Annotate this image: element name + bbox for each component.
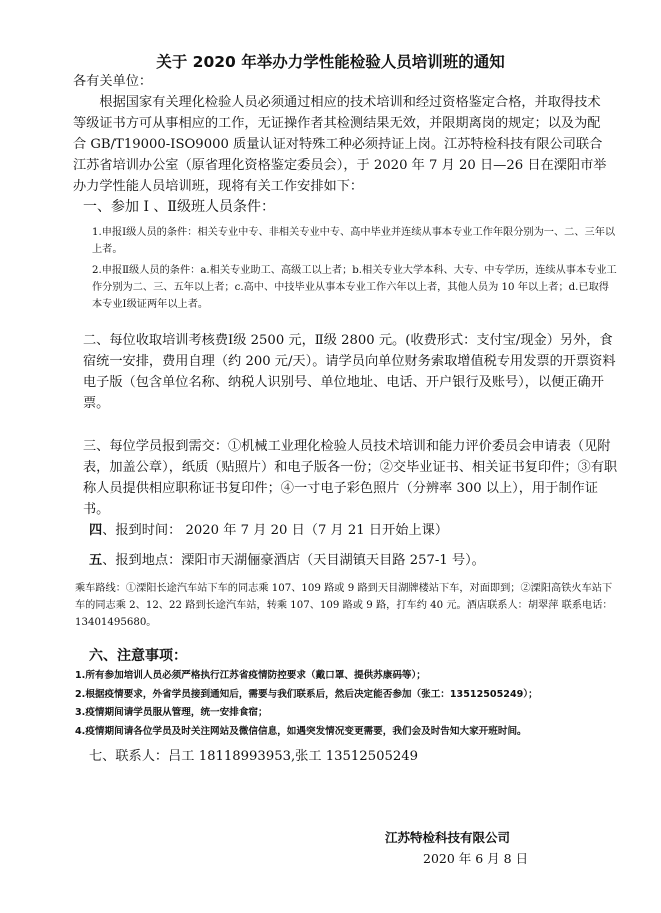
section1-item2: 2.申报Ⅱ级人员的条件：a.相关专业助工、高级工以上者；b.相关专业大学本科、大专、中专学历，连续从事本专业工作分别为二、三、五年以上者；c.高中、中技毕业从事本专业工作六年以上者，其他人员为 10 年以上者；d.已取得本专业Ⅰ级证两年以上者。 [92, 265, 617, 310]
contact-line: 七、联系人：吕工 18118993953,张工 13512505249 [89, 749, 419, 764]
document-title: 关于 2020 年举办力学性能检验人员培训班的通知 [156, 53, 505, 71]
section6-list [75, 667, 625, 741]
section1-heading: 一、参加 Ⅰ 、Ⅱ级班人员条件： [83, 199, 275, 215]
section2-paragraph: 二、每位收取培训考核费Ⅰ级 2500 元，Ⅱ级 2800 元。(收费形式：支付宝/现金）另外，食宿统一安排，费用自理（约 200 元/天）。请学员向单位财务索取增值税专用发票的开票资料电子版（包含单位名称、纳税人识别号、单位地址、电话、开户银行及账号），以便正确开票。 [83, 333, 616, 411]
section1-item1: 1.申报Ⅰ级人员的条件：相关专业中专、非相关专业中专、高中毕业并连续从事本专业工作年限分别为一、二、三年以上者。 [92, 227, 616, 255]
section4-text: 、报到时间： 2020 年 7 月 20 日（7 月 21 日开始上课） [102, 523, 449, 538]
section4-line [89, 520, 448, 541]
notice-item: 2.根据疫情要求，外省学员接到通知后，需要与我们联系后，然后决定能否参加（张工：13512505249）； [75, 688, 538, 700]
notice-item: 3.疫情期间请学员服从管理，统一安排食宿； [75, 707, 268, 718]
section3-paragraph: 三、每位学员报到需交：①机械工业理化检验人员技术培训和能力评价委员会申请表（见附表，加盖公章），纸质（贴照片）和电子版各一份；②交毕业证书、相关证书复印件；③有职称人员提供相应职称证书复印件；④一寸电子彩色照片（分辨率 300 以上），用于制作证书。 [83, 439, 618, 517]
section5-text: 、报到地点：溧阳市天湖俪豪酒店（天目湖镇天目路 257-1 号）。 [102, 553, 485, 568]
section6-heading: 六、注意事项： [89, 648, 187, 664]
signature-company: 江苏特检科技有限公司 [385, 830, 511, 845]
notice-item: 1.所有参加培训人员必须严格执行江苏省疫情防控要求（戴口罩、提供苏康码等）； [75, 670, 426, 681]
signature-date: 2020 年 6 月 8 日 [423, 851, 529, 866]
salutation: 各有关单位： [73, 74, 153, 89]
section4-label: 四 [89, 523, 103, 538]
section5-line [89, 550, 485, 571]
intro-paragraph: 根据国家有关理化检验人员必须通过相应的技术培训和经过资格鉴定合格，并取得技术等级证书方可从事相应的工作，无证操作者其检测结果无效，并限期离岗的规定；以及为配合 GB/T19000-ISO9000 质量认证对特殊工种必须持证上岗。江苏特检科技有限公司联合江苏省培训办公室（原省理化资格鉴定委员会），于 2020 年 7 月 20 日—26 日在溧阳市举办力学性能人员培训班，现将有关工作安排如下： [73, 95, 607, 194]
route-info: 乘车路线：①溧阳长途汽车站下车的同志乘 107、109 路或 9 路到天目湖牌楼站下车，对面即到；②溧阳高铁火车站下车的同志乘 2、12、22 路到长途汽车站，转乘 107、109 路或 9 路，打车约 40 元。酒店联系人：胡翠萍 联系电话：13401495680。 [75, 583, 613, 628]
section5-label: 五 [89, 553, 103, 568]
notice-item: 4.疫情期间请各位学员及时关注网站及微信信息，如遇突发情况变更需要，我们会及时告知大家开班时间。 [75, 725, 527, 737]
